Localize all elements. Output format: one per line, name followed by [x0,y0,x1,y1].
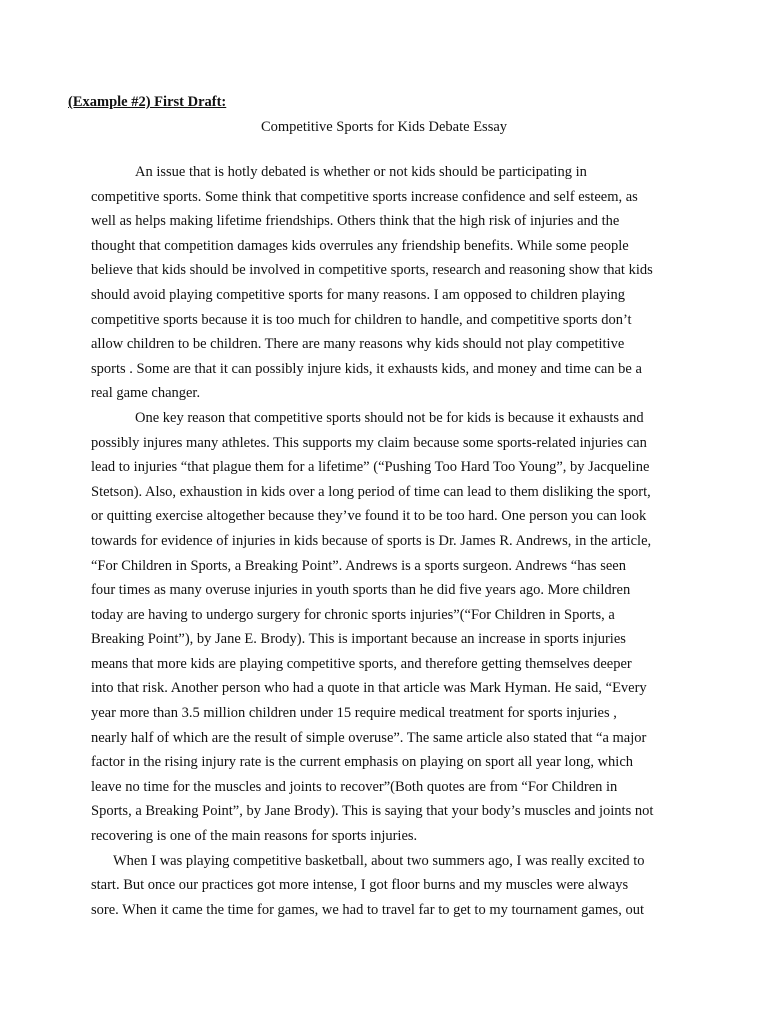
text-line: means that more kids are playing competitive sports, and therefore getting themselves deeper [91,655,632,672]
text-line: allow children to be children. There are many reasons why kids should not play competitive [91,336,625,353]
text-line: factor in the rising injury rate is the current emphasis on playing on sport all year long, which [91,754,634,771]
text-line: should avoid playing competitive sports for many reasons. I am opposed to children playing [91,286,625,303]
text-line: Stetson). Also, exhaustion in kids over a long period of time can lead to them disliking the sport, [91,483,651,500]
text-line: four times as many overuse injuries in youth sports than he did five years ago. More children [91,582,631,599]
text-line: competitive sports because it is too much for children to handle, and competitive sports don’t [91,311,632,328]
text-line: recovering is one of the main reasons for sports injuries. [91,828,418,845]
text-line: possibly injures many athletes. This supports my claim because some sports-related injuries can [91,434,647,451]
text-line: lead to injuries “that plague them for a lifetime” (“Pushing Too Hard Too Young”, by Jacqueline [91,459,650,476]
text-line: competitive sports. Some think that competitive sports increase confidence and self esteem, as [91,188,638,205]
text-line: sore. When it came the time for games, we had to travel far to get to my tournament games, out [91,901,644,918]
text-line: When I was playing competitive basketball, about two summers ago, I was really excited to [113,852,645,869]
text-line: towards for evidence of injuries in kids because of sports is Dr. James R. Andrews, in the article, [91,532,652,549]
text-line: thought that competition damages kids overrules any friendship benefits. While some people [91,237,629,254]
text-line: believe that kids should be involved in competitive sports, research and reasoning show that kids [91,262,653,279]
text-line: today are having to undergo surgery for chronic sports injuries”(“For Children in Sports, a [91,606,615,623]
text-line: “For Children in Sports, a Breaking Point”. Andrews is a sports surgeon. Andrews “has seen [91,557,626,574]
text-line: year more than 3.5 million children under 15 require medical treatment for sports injuries , [91,705,617,722]
essay-title: Competitive Sports for Kids Debate Essay [260,119,508,135]
essay-body [91,160,691,922]
draft-heading: (Example #2) First Draft: [68,94,227,110]
text-line: real game changer. [91,385,201,402]
text-line: into that risk. Another person who had a quote in that article was Mark Hyman. He said, “Every [91,680,647,697]
text-line: or quitting exercise altogether because they’ve found it to be too hard. One person you can look [91,508,647,525]
text-line: An issue that is hotly debated is whether or not kids should be participating in [135,164,587,180]
text-line: nearly half of which are the result of simple overuse”. The same article also stated that “a major [91,729,647,746]
text-line: sports . Some are that it can possibly injure kids, it exhausts kids, and money and time can be a [91,360,642,377]
text-line: leave no time for the muscles and joints to recover”(Both quotes are from “For Children in [91,778,618,795]
text-line: start. But once our practices got more intense, I got floor burns and my muscles were always [91,877,629,894]
text-line: Sports, a Breaking Point”, by Jane Brody). This is saying that your body’s muscles and joints not [91,803,654,820]
text-line: well as helps making lifetime friendships. Others think that the high risk of injuries and the [91,213,620,230]
text-line: Breaking Point”), by Jane E. Brody). This is important because an increase in sports injuries [91,631,626,648]
text-line: One key reason that competitive sports should not be for kids is because it exhausts and [135,409,644,426]
